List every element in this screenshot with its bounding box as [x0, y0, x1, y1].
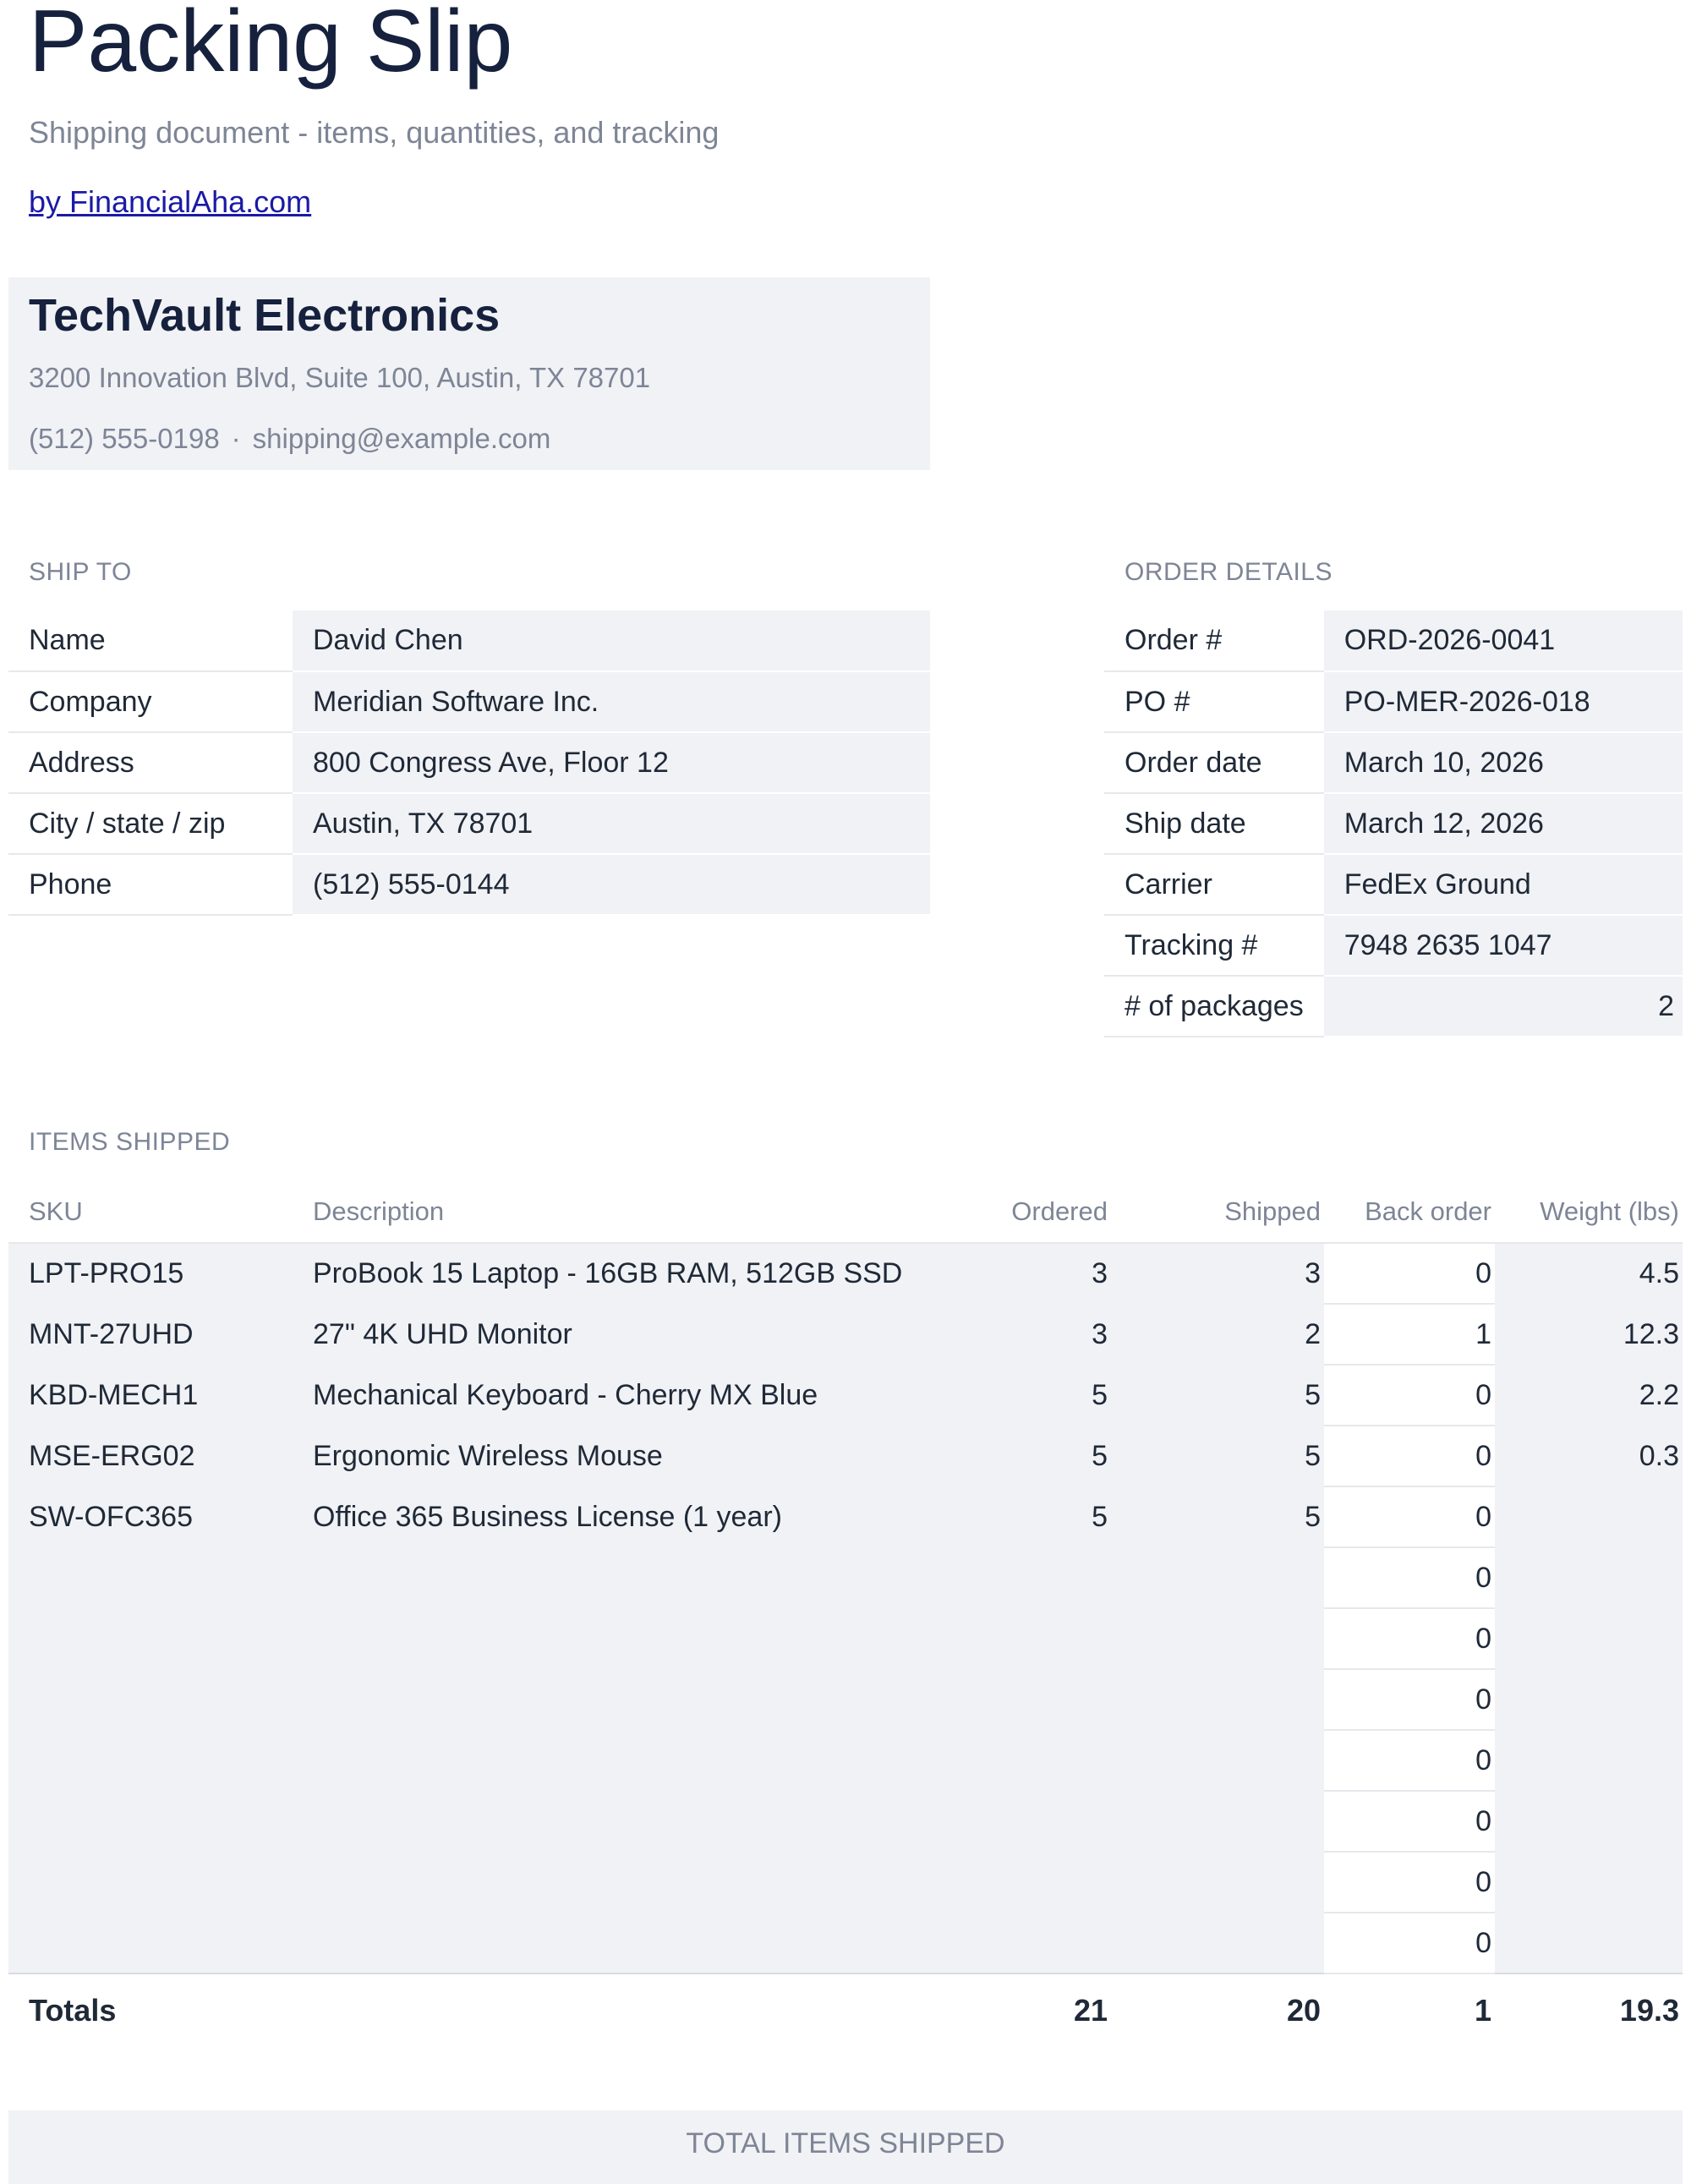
order-detail-value[interactable]: PO-MER-2026-018 [1324, 671, 1683, 732]
order-detail-key: PO # [1104, 671, 1324, 732]
item-ordered[interactable]: 5 [972, 1486, 1111, 1547]
item-description[interactable] [293, 1608, 972, 1669]
company-address: 3200 Innovation Blvd, Suite 100, Austin, TX 78701 [29, 362, 651, 393]
order-detail-key: # of packages [1104, 976, 1324, 1037]
col-shipped: Shipped [1111, 1180, 1324, 1243]
item-back-order: 0 [1324, 1486, 1495, 1547]
ship-to-row [8, 854, 930, 915]
item-shipped[interactable]: 3 [1111, 1243, 1324, 1304]
item-shipped[interactable] [1111, 1608, 1324, 1669]
ship-to-row [8, 671, 930, 732]
ship-to-row [8, 610, 930, 671]
order-detail-key: Carrier [1104, 854, 1324, 915]
ship-to-value[interactable]: 800 Congress Ave, Floor 12 [293, 732, 930, 793]
company-name: TechVault Electronics [29, 290, 501, 341]
item-ordered[interactable] [972, 1608, 1111, 1669]
item-row [8, 1852, 1683, 1913]
order-detail-key: Order date [1104, 732, 1324, 793]
ship-to-row [8, 732, 930, 793]
items-header-row [8, 1180, 1683, 1243]
item-row [8, 1669, 1683, 1730]
order-detail-key: Tracking # [1104, 915, 1324, 976]
col-description: Description [293, 1180, 972, 1243]
order-detail-value[interactable]: March 10, 2026 [1324, 732, 1683, 793]
totals-spacer [293, 1973, 972, 2046]
item-sku[interactable] [8, 1669, 293, 1730]
company-phone: (512) 555-0198 [29, 423, 220, 454]
page-subtitle: Shipping document - items, quantities, and tracking [29, 115, 720, 150]
ship-to-value[interactable]: Meridian Software Inc. [293, 671, 930, 732]
item-sku[interactable]: MSE-ERG02 [8, 1426, 293, 1486]
item-sku[interactable] [8, 1608, 293, 1669]
items-shipped-label: ITEMS SHIPPED [29, 1128, 231, 1156]
totals-label: Totals [8, 1973, 293, 2046]
item-weight[interactable]: 0.3 [1495, 1426, 1683, 1486]
item-description[interactable] [293, 1669, 972, 1730]
page-title: Packing Slip [29, 0, 513, 90]
item-weight[interactable] [1495, 1730, 1683, 1791]
item-ordered[interactable] [972, 1669, 1111, 1730]
item-weight[interactable] [1495, 1547, 1683, 1608]
order-detail-value[interactable]: ORD-2026-0041 [1324, 610, 1683, 671]
ship-to-value[interactable]: (512) 555-0144 [293, 854, 930, 915]
item-weight[interactable]: 4.5 [1495, 1243, 1683, 1304]
item-shipped[interactable]: 5 [1111, 1365, 1324, 1426]
item-weight[interactable] [1495, 1486, 1683, 1547]
col-back-order: Back order [1324, 1180, 1495, 1243]
item-sku[interactable]: KBD-MECH1 [8, 1365, 293, 1426]
order-details-label: ORDER DETAILS [1125, 558, 1333, 586]
item-row [8, 1730, 1683, 1791]
item-sku[interactable] [8, 1547, 293, 1608]
order-detail-value[interactable]: 7948 2635 1047 [1324, 915, 1683, 976]
ship-to-key: Company [8, 671, 293, 732]
item-ordered[interactable] [972, 1852, 1111, 1913]
item-description[interactable] [293, 1913, 972, 1973]
item-description[interactable]: ProBook 15 Laptop - 16GB RAM, 512GB SSD [293, 1243, 972, 1304]
ship-to-table [8, 610, 930, 916]
col-weight: Weight (lbs) [1495, 1180, 1683, 1243]
item-ordered[interactable] [972, 1913, 1111, 1973]
item-weight[interactable] [1495, 1913, 1683, 1973]
order-detail-row [1104, 671, 1683, 732]
item-back-order: 0 [1324, 1913, 1495, 1973]
ship-to-value[interactable]: Austin, TX 78701 [293, 793, 930, 854]
item-description[interactable]: Mechanical Keyboard - Cherry MX Blue [293, 1365, 972, 1426]
order-detail-row [1104, 915, 1683, 976]
order-detail-row [1104, 976, 1683, 1037]
item-shipped[interactable]: 5 [1111, 1426, 1324, 1486]
item-description[interactable] [293, 1547, 972, 1608]
order-detail-value[interactable]: March 12, 2026 [1324, 793, 1683, 854]
ship-to-label: SHIP TO [29, 558, 132, 586]
item-ordered[interactable] [972, 1791, 1111, 1852]
item-sku[interactable]: SW-OFC365 [8, 1486, 293, 1547]
item-sku[interactable] [8, 1791, 293, 1852]
item-ordered[interactable] [972, 1730, 1111, 1791]
item-back-order: 1 [1324, 1304, 1495, 1365]
totals-weight: 19.3 [1495, 1973, 1683, 2046]
item-shipped[interactable]: 2 [1111, 1304, 1324, 1365]
item-back-order: 0 [1324, 1365, 1495, 1426]
total-items-shipped-label: TOTAL ITEMS SHIPPED [686, 2127, 1005, 2159]
totals-shipped: 20 [1111, 1973, 1324, 2046]
order-detail-row [1104, 854, 1683, 915]
order-details-table [1104, 610, 1683, 1037]
item-row [8, 1243, 1683, 1304]
company-card [8, 277, 930, 470]
item-back-order: 0 [1324, 1547, 1495, 1608]
item-sku[interactable] [8, 1852, 293, 1913]
item-back-order: 0 [1324, 1426, 1495, 1486]
item-shipped[interactable] [1111, 1913, 1324, 1973]
item-description[interactable]: Office 365 Business License (1 year) [293, 1486, 972, 1547]
item-shipped[interactable] [1111, 1669, 1324, 1730]
item-row [8, 1608, 1683, 1669]
contact-separator: · [231, 423, 241, 454]
item-row [8, 1913, 1683, 1973]
item-weight[interactable]: 12.3 [1495, 1304, 1683, 1365]
ship-to-value[interactable]: David Chen [293, 610, 930, 671]
item-description[interactable]: Ergonomic Wireless Mouse [293, 1426, 972, 1486]
item-description[interactable] [293, 1852, 972, 1913]
item-ordered[interactable]: 5 [972, 1426, 1111, 1486]
order-detail-key: Order # [1104, 610, 1324, 671]
item-shipped[interactable] [1111, 1547, 1324, 1608]
item-row [8, 1426, 1683, 1486]
item-weight[interactable] [1495, 1608, 1683, 1669]
item-ordered[interactable]: 3 [972, 1304, 1111, 1365]
item-row [8, 1304, 1683, 1365]
item-sku[interactable]: LPT-PRO15 [8, 1243, 293, 1304]
ship-to-key: Name [8, 610, 293, 671]
ship-to-key: Address [8, 732, 293, 793]
company-contact [29, 423, 550, 455]
item-ordered[interactable] [972, 1547, 1111, 1608]
item-shipped[interactable]: 5 [1111, 1486, 1324, 1547]
item-back-order: 0 [1324, 1243, 1495, 1304]
order-detail-value[interactable]: FedEx Ground [1324, 854, 1683, 915]
order-detail-row [1104, 793, 1683, 854]
totals-row [8, 1973, 1683, 2046]
item-row [8, 1791, 1683, 1852]
ship-to-key: City / state / zip [8, 793, 293, 854]
totals-back-order: 1 [1324, 1973, 1495, 2046]
item-shipped[interactable] [1111, 1730, 1324, 1791]
item-sku[interactable]: MNT-27UHD [8, 1304, 293, 1365]
item-back-order: 0 [1324, 1852, 1495, 1913]
col-sku: SKU [8, 1180, 293, 1243]
item-shipped[interactable] [1111, 1791, 1324, 1852]
item-row [8, 1486, 1683, 1547]
byline-link[interactable]: by FinancialAha.com [29, 184, 312, 219]
order-detail-row [1104, 732, 1683, 793]
col-ordered: Ordered [972, 1180, 1111, 1243]
item-shipped[interactable] [1111, 1852, 1324, 1913]
item-ordered[interactable]: 5 [972, 1365, 1111, 1426]
ship-to-key: Phone [8, 854, 293, 915]
item-weight[interactable]: 2.2 [1495, 1365, 1683, 1426]
item-sku[interactable] [8, 1730, 293, 1791]
item-back-order: 0 [1324, 1669, 1495, 1730]
item-description[interactable] [293, 1730, 972, 1791]
item-weight[interactable] [1495, 1852, 1683, 1913]
item-back-order: 0 [1324, 1791, 1495, 1852]
item-sku[interactable] [8, 1913, 293, 1973]
order-detail-key: Ship date [1104, 793, 1324, 854]
item-weight[interactable] [1495, 1791, 1683, 1852]
totals-ordered: 21 [972, 1973, 1111, 2046]
order-detail-row [1104, 610, 1683, 671]
item-ordered[interactable]: 3 [972, 1243, 1111, 1304]
order-detail-value[interactable]: 2 [1324, 976, 1683, 1037]
ship-to-row [8, 793, 930, 854]
item-back-order: 0 [1324, 1730, 1495, 1791]
item-row [8, 1365, 1683, 1426]
item-weight[interactable] [1495, 1669, 1683, 1730]
item-row [8, 1547, 1683, 1608]
company-email: shipping@example.com [252, 423, 551, 454]
item-description[interactable] [293, 1791, 972, 1852]
item-description[interactable]: 27" 4K UHD Monitor [293, 1304, 972, 1365]
total-items-shipped-box [8, 2110, 1683, 2184]
item-back-order: 0 [1324, 1608, 1495, 1669]
items-table [8, 1180, 1683, 2046]
